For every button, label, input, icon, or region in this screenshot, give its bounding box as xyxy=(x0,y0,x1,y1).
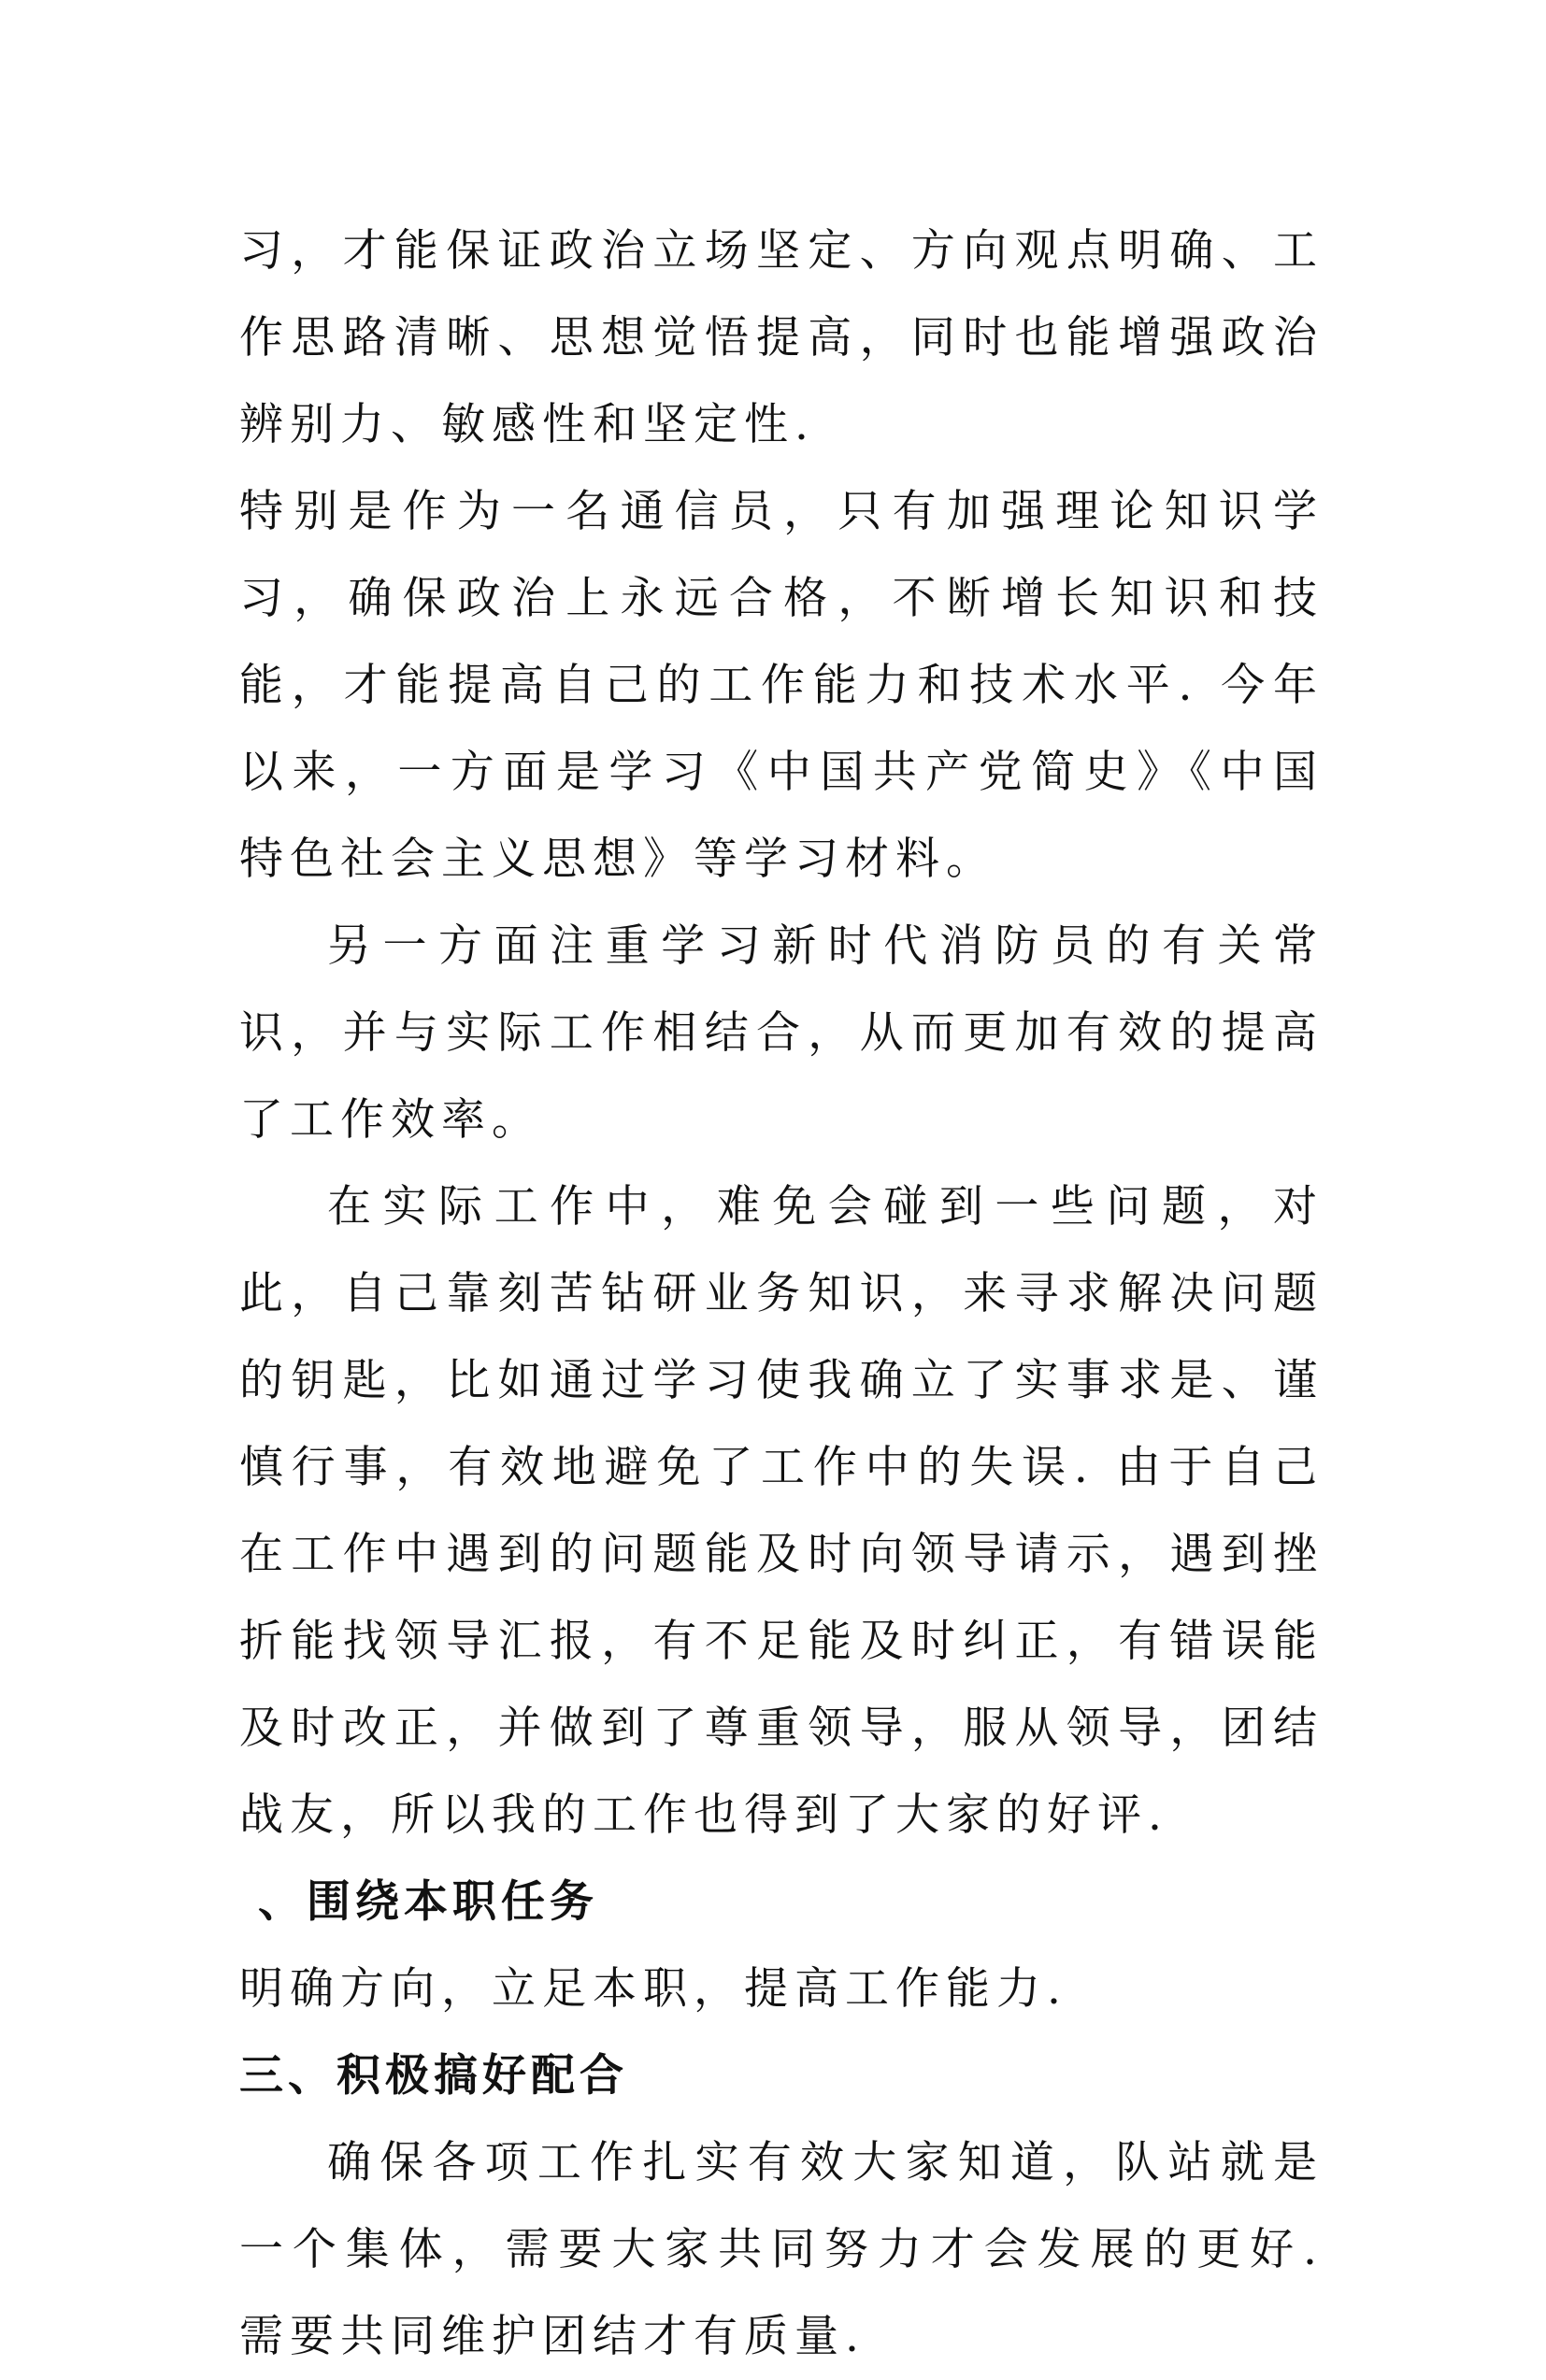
section-heading-cooperation: 三、积极搞好配合 xyxy=(239,2050,628,2102)
paragraph-teamwork: 确保各项工作扎实有效大家知道，队站就是一个集体，需要大家共同努力才会发展的更好. 需要共同维护团结才有质量. xyxy=(239,2137,1324,2362)
document-body xyxy=(239,207,1324,2380)
paragraph-direction: 明确方向，立足本职，提高工作能力. xyxy=(239,1963,1067,2015)
paragraph-political-study: 习，才能保证政治立场坚定、方向观点明确、工作思路清晰、思想觉悟提高，同时也能增强政治辨别力、敏感性和坚定性. xyxy=(239,225,1324,450)
paragraph-communicator-study: 特别是作为一名通信员，只有加强理论知识学习，确保政治上永远合格，不断增长知识和技能，才能提高自己的工作能力和技术水平. 今年以来，一方面是学习《中国共产党简史》《中国特色社会主义思想》等学习材料。 xyxy=(239,486,1324,885)
section-heading-duties: 、围绕本职任务 xyxy=(258,1876,598,1928)
paragraph-work-practice: 在实际工作中，难免会碰到一些问题，对此，自己靠刻苦钻研业务知识，来寻求解决问题的钥匙，比如通过学习使我确立了实事求是、谨慎行事，有效地避免了工作中的失误. 由于自己在工作中遇到的问题能及时向领导请示，遇到挫折能找领导汇报，有不足能及时纠正，有错误能及时改正，并做到了尊重领导，服从领导，团结战友，所以我的工作也得到了大家的好评. xyxy=(239,1181,1324,1841)
paragraph-firefighter-knowledge: 另一方面注重学习新时代消防员的有关常识，并与实际工作相结合，从而更加有效的提高了工作效率。 xyxy=(239,920,1324,1146)
